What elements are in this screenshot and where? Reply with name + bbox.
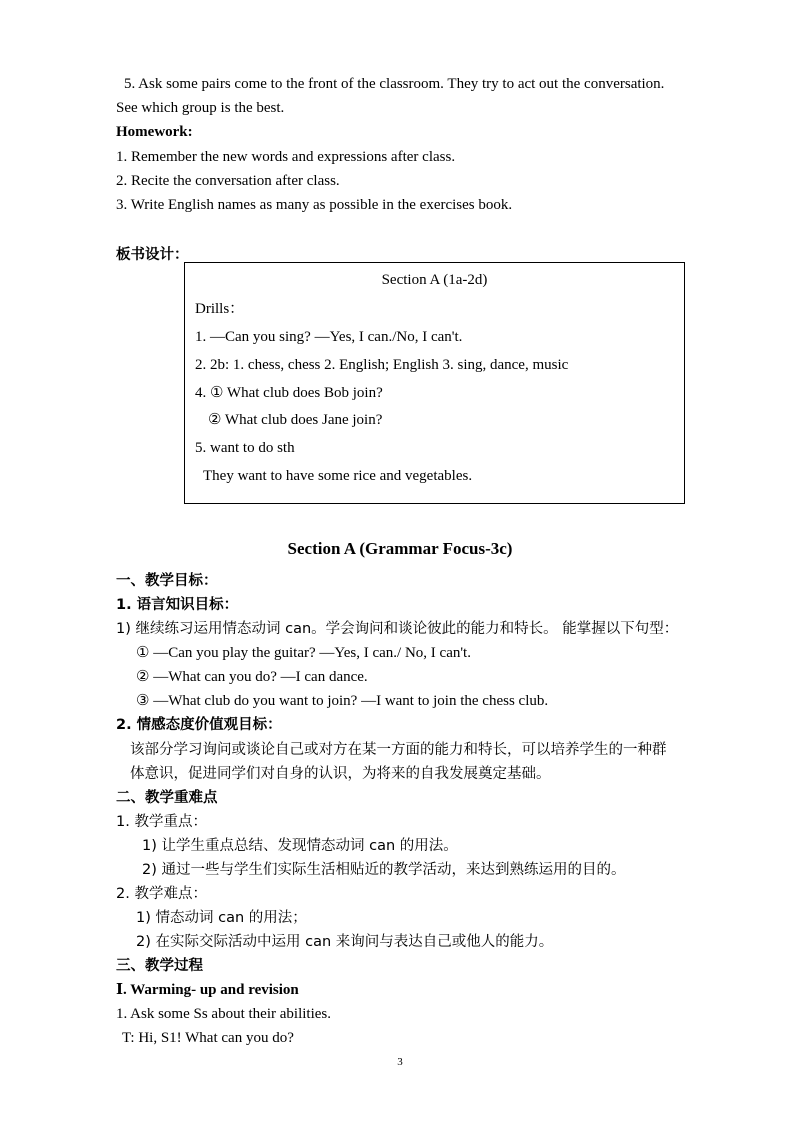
process-item: 1. Ask some Ss about their abilities. (116, 1006, 331, 1022)
goals-emotion-line1: 该部分学习询问或谈论自己或对方在某一方面的能力和特长，可以培养学生的一种群 (130, 742, 667, 758)
process-step-heading: Ⅰ. Warming- up and revision (116, 982, 299, 998)
sentence-pattern: ③ —What club do you want to join? —I want to join the chess club. (136, 693, 549, 709)
difficulty-item: 2) 在实际交际活动中运用 can 来询问与表达自己或他人的能力。 (136, 934, 554, 950)
board-line: 5. want to do sth (195, 440, 295, 456)
goals-language-text: 1) 继续练习运用情态动词 can。学会询问和谈论彼此的能力和特长。 能掌握以下句型： (116, 621, 679, 637)
board-design-label: 板书设计： (116, 247, 189, 263)
instruction-step5-line1: 5. Ask some pairs come to the front of the classroom. They try to act out the conversation. (124, 76, 665, 92)
goals-emotion-line2: 体意识，促进同学们对自身的认识，为将来的自我发展奠定基础。 (130, 766, 551, 782)
page-number: 3 (397, 1056, 403, 1068)
process-dialog-line: T: Hi, S1! What can you do? (122, 1030, 294, 1046)
instruction-step5-line2: See which group is the best. (116, 100, 285, 116)
sentence-pattern: ② —What can you do? —I can dance. (136, 669, 368, 685)
board-line: ② What club does Jane join? (208, 412, 383, 428)
board-line: 2. 2b: 1. chess, chess 2. English; English 3. sing, dance, music (195, 357, 569, 373)
homework-item: 3. Write English names as many as possible in the exercises book. (116, 197, 513, 213)
homework-item: 1. Remember the new words and expressions after class. (116, 149, 456, 165)
board-line: They want to have some rice and vegetables. (203, 468, 473, 484)
board-line: 1. —Can you sing? —Yes, I can./No, I can't. (195, 329, 463, 345)
goals-subheading-language: 1. 语言知识目标： (116, 597, 239, 613)
difficulty-label: 2. 教学难点： (116, 886, 207, 902)
board-title: Section A (1a-2d) (381, 272, 488, 288)
difficulty-item: 1) 情态动词 can 的用法； (136, 910, 307, 926)
focus-item: 2) 通过一些与学生们实际生活相贴近的教学活动，来达到熟练运用的目的。 (142, 862, 626, 878)
board-drills-label: Drills： (195, 301, 245, 317)
board-line: 4. ① What club does Bob join? (195, 385, 383, 401)
homework-item: 2. Recite the conversation after class. (116, 173, 340, 189)
goals-heading: 一、教学目标： (116, 573, 218, 589)
focus-label: 1. 教学重点： (116, 814, 207, 830)
homework-heading: Homework: (116, 124, 193, 140)
process-heading: 三、教学过程 (116, 958, 203, 974)
keypoints-heading: 二、教学重难点 (116, 790, 218, 806)
section-title: Section A (Grammar Focus-3c) (287, 539, 513, 558)
sentence-pattern: ① —Can you play the guitar? —Yes, I can./ No, I can't. (136, 645, 471, 661)
goals-subheading-emotion: 2. 情感态度价值观目标： (116, 717, 282, 733)
focus-item: 1) 让学生重点总结、发现情态动词 can 的用法。 (142, 838, 458, 854)
